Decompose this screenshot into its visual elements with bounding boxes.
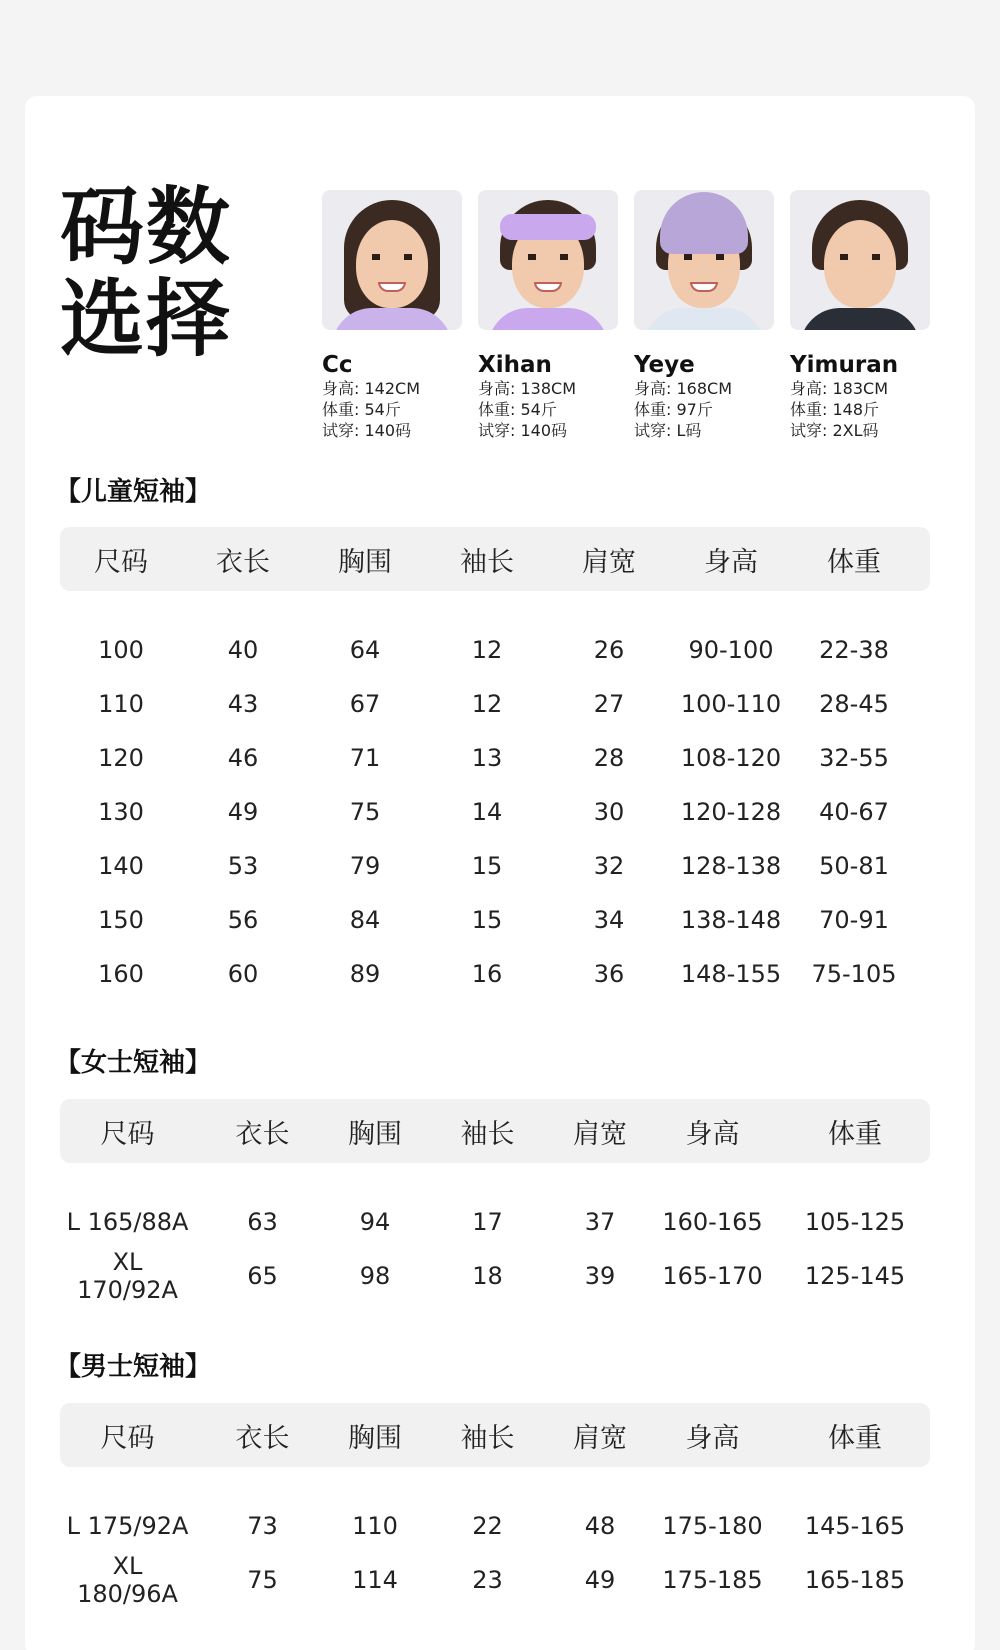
table-cell: XL 180/96A: [77, 1552, 178, 1608]
table-cell: 12: [471, 636, 503, 664]
section-title-kids: 【儿童短袖】: [55, 477, 212, 507]
table-cell: 34: [593, 906, 625, 934]
header-cell: 尺码: [100, 1118, 155, 1150]
model-card: [322, 190, 478, 441]
table-cell: 37: [584, 1208, 616, 1236]
section-title-women: 【女士短袖】: [55, 1048, 212, 1078]
table-cell: 27: [593, 690, 625, 718]
model-name: Cc: [322, 352, 353, 378]
table-cell: 110: [352, 1512, 398, 1540]
table-row: [60, 731, 930, 785]
table-cell: 100: [98, 636, 144, 664]
table-cell: 140: [98, 852, 144, 880]
header-cell: 胸围: [348, 1422, 402, 1454]
header-cell: 尺码: [94, 546, 148, 578]
header-cell: 袖长: [460, 1118, 515, 1150]
table-cell: 49: [584, 1566, 616, 1594]
model-height: 身高: 142CM: [322, 379, 420, 398]
table-cell: 46: [227, 744, 259, 772]
header-cell: 体重: [828, 1422, 882, 1454]
table-cell: 130: [98, 798, 144, 826]
table-row: [60, 839, 930, 893]
table-cell: 13: [471, 744, 503, 772]
table-cell: 36: [593, 960, 625, 988]
model-card: [478, 190, 634, 441]
table-cell: 32: [593, 852, 625, 880]
page-title: [60, 178, 260, 368]
table-cell: 26: [593, 636, 625, 664]
table-header: [60, 1403, 930, 1467]
table-cell: 75: [247, 1566, 278, 1594]
table-cell: 75-105: [811, 960, 897, 988]
table-row: [60, 785, 930, 839]
section-title-men: 【男士短袖】: [55, 1352, 212, 1382]
table-cell: 22: [472, 1512, 503, 1540]
table-body: [60, 1499, 930, 1607]
table-cell: L 175/92A: [66, 1512, 189, 1540]
header-cell: 胸围: [338, 546, 392, 578]
model-weight: 体重: 54斤: [478, 400, 557, 419]
table-cell: 56: [227, 906, 259, 934]
table-cell: 165-185: [804, 1566, 906, 1594]
model-card: [790, 190, 946, 441]
table-cell: 94: [359, 1208, 391, 1236]
table-row: [60, 1499, 930, 1553]
title-line-2: 选择: [60, 270, 233, 368]
table-cell: 53: [227, 852, 259, 880]
table-cell: 40-67: [819, 798, 889, 826]
table-cell: 23: [472, 1566, 503, 1594]
table-cell: 48: [584, 1512, 616, 1540]
table-cell: 12: [471, 690, 503, 718]
table-cell: 18: [472, 1262, 503, 1290]
table-cell: 15: [471, 906, 503, 934]
model-card: [634, 190, 790, 441]
table-cell: 90-100: [688, 636, 774, 664]
model-weight: 体重: 97斤: [634, 400, 713, 419]
table-cell: 16: [471, 960, 503, 988]
table-row: [60, 1195, 930, 1249]
table-cell: 39: [584, 1262, 616, 1290]
model-height: 身高: 138CM: [478, 379, 576, 398]
table-row: [60, 1553, 930, 1607]
model-weight: 体重: 148斤: [790, 400, 880, 419]
table-cell: 15: [471, 852, 503, 880]
table-cell: 114: [352, 1566, 398, 1594]
table-body: [60, 1195, 930, 1303]
table-cell: 28-45: [819, 690, 889, 718]
table-cell: 43: [227, 690, 259, 718]
model-size: 试穿: L码: [634, 421, 702, 440]
table-cell: 108-120: [680, 744, 782, 772]
table-row: [60, 947, 930, 1001]
table-cell: 100-110: [680, 690, 782, 718]
table-cell: 28: [593, 744, 625, 772]
size-table-kids: [60, 527, 930, 1001]
table-cell: 98: [359, 1262, 391, 1290]
table-cell: 150: [98, 906, 144, 934]
table-cell: 71: [349, 744, 381, 772]
header-cell: 袖长: [460, 546, 514, 578]
table-body: [60, 623, 930, 1001]
table-cell: 75: [349, 798, 381, 826]
model-photo-xihan: [478, 190, 618, 330]
model-weight: 体重: 54斤: [322, 400, 401, 419]
header-cell: 身高: [704, 546, 758, 578]
model-list: [322, 190, 952, 441]
model-size: 试穿: 2XL码: [790, 421, 879, 440]
table-cell: 67: [349, 690, 381, 718]
table-cell: 32-55: [819, 744, 889, 772]
table-cell: 40: [227, 636, 259, 664]
header-cell: 身高: [685, 1118, 740, 1150]
table-cell: 145-165: [804, 1512, 906, 1540]
model-size: 试穿: 140码: [478, 421, 568, 440]
model-height: 身高: 183CM: [790, 379, 888, 398]
header-cell: 衣长: [235, 1422, 290, 1454]
table-cell: 65: [247, 1262, 278, 1290]
table-cell: 128-138: [680, 852, 782, 880]
header-cell: 体重: [827, 546, 881, 578]
table-cell: 175-180: [662, 1512, 763, 1540]
table-cell: XL 170/92A: [77, 1248, 178, 1304]
header-cell: 体重: [828, 1118, 882, 1150]
table-cell: 148-155: [680, 960, 782, 988]
model-height: 身高: 168CM: [634, 379, 732, 398]
table-cell: 120: [98, 744, 144, 772]
model-name: Xihan: [478, 352, 552, 378]
header-cell: 尺码: [100, 1422, 155, 1454]
table-cell: 49: [227, 798, 259, 826]
table-cell: 70-91: [819, 906, 889, 934]
table-header: [60, 1099, 930, 1163]
model-photo-yeye: [634, 190, 774, 330]
table-cell: 89: [349, 960, 381, 988]
header-cell: 袖长: [460, 1422, 515, 1454]
table-cell: 110: [98, 690, 144, 718]
table-row: [60, 623, 930, 677]
size-guide-card: [25, 96, 975, 1650]
size-table-men: [60, 1403, 930, 1607]
table-cell: 165-170: [662, 1262, 763, 1290]
table-cell: 64: [349, 636, 381, 664]
table-cell: 14: [471, 798, 503, 826]
table-cell: 105-125: [804, 1208, 906, 1236]
table-cell: 125-145: [804, 1262, 906, 1290]
header-cell: 衣长: [216, 546, 270, 578]
table-cell: 175-185: [662, 1566, 763, 1594]
model-name: Yimuran: [790, 352, 899, 378]
table-cell: 50-81: [819, 852, 889, 880]
table-cell: 84: [349, 906, 381, 934]
table-cell: 120-128: [680, 798, 782, 826]
table-cell: L 165/88A: [66, 1208, 189, 1236]
title-line-1: 码数: [60, 178, 233, 276]
table-cell: 30: [593, 798, 625, 826]
table-cell: 138-148: [680, 906, 782, 934]
header-cell: 肩宽: [573, 1422, 627, 1454]
header-cell: 衣长: [235, 1118, 290, 1150]
table-row: [60, 893, 930, 947]
header-cell: 胸围: [348, 1118, 402, 1150]
header-cell: 肩宽: [582, 546, 636, 578]
table-row: [60, 1249, 930, 1303]
table-cell: 22-38: [819, 636, 889, 664]
model-photo-yimuran: [790, 190, 930, 330]
table-cell: 79: [349, 852, 381, 880]
model-photo-cc: [322, 190, 462, 330]
model-size: 试穿: 140码: [322, 421, 412, 440]
size-table-women: [60, 1099, 930, 1303]
table-cell: 60: [227, 960, 259, 988]
table-cell: 63: [247, 1208, 278, 1236]
table-cell: 73: [247, 1512, 278, 1540]
table-row: [60, 677, 930, 731]
table-cell: 160: [98, 960, 144, 988]
header-cell: 身高: [685, 1422, 740, 1454]
table-cell: 160-165: [662, 1208, 763, 1236]
model-name: Yeye: [634, 352, 695, 378]
header-cell: 肩宽: [573, 1118, 627, 1150]
table-cell: 17: [472, 1208, 503, 1236]
table-header: [60, 527, 930, 591]
